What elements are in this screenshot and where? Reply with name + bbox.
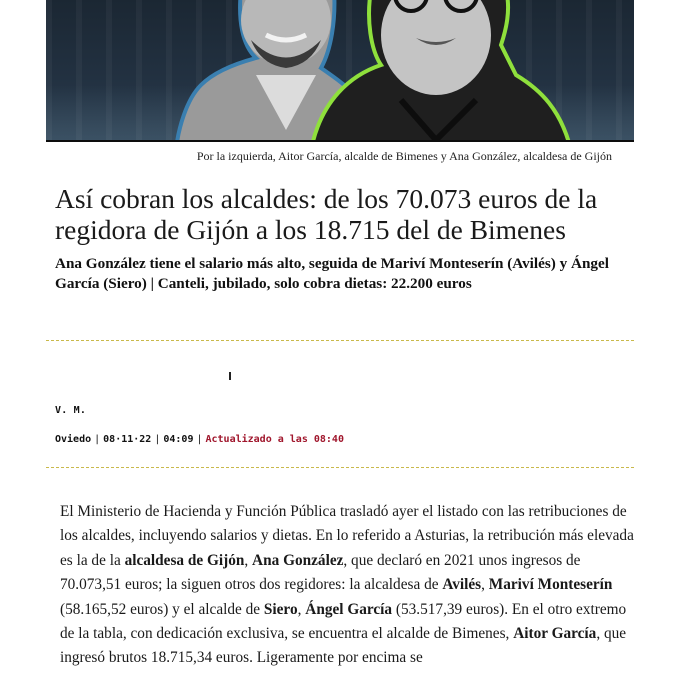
article-headline: Así cobran los alcaldes: de los 70.073 euros de la regidora de Gijón a los 18.715 del de Bimenes — [55, 183, 598, 245]
body-bold-aviles: Avilés — [442, 576, 482, 594]
article-subheadline: Ana González tiene el salario más alto, seguida de Mariví Monteserín (Avilés) y Ángel García (Siero) | Canteli, jubilado, solo cobra dietas: 22.200 euros — [55, 255, 609, 292]
author-byline: V. M. — [55, 405, 87, 416]
divider-bottom — [46, 467, 634, 468]
dateline-location: Oviedo — [55, 434, 92, 445]
photo-bottom-edge — [46, 140, 634, 142]
body-text-segment: , que ingresó brutos 18.715,34 euros. Ligeramente por encima se — [60, 625, 627, 667]
dateline — [55, 434, 344, 445]
body-bold-gijon: alcaldesa de Gijón — [124, 551, 245, 569]
body-text-segment: , — [481, 576, 489, 594]
body-bold-ana-gonzalez: Ana González — [252, 551, 344, 569]
body-text-segment: , — [297, 600, 306, 618]
divider-top — [46, 340, 634, 341]
body-bold-marivi-monteserin: Mariví Monteserín — [488, 576, 613, 594]
person-right-silhouette — [311, 0, 571, 142]
body-bold-angel-garcia: Ángel García — [305, 600, 393, 618]
dateline-date: 08·11·22 — [103, 434, 152, 445]
body-text-segment: , — [244, 551, 253, 569]
dateline-separator: | — [94, 434, 101, 445]
dateline-time: 04:09 — [163, 434, 194, 445]
dateline-separator: | — [154, 434, 161, 445]
body-bold-siero: Siero — [263, 600, 298, 618]
body-text-segment: (53.517,39 euros). En el otro extremo de la tabla, con dedicación exclusiva, se encuentra el alcalde de Bimenes, — [60, 600, 627, 643]
article-photo — [46, 0, 634, 142]
article-body-paragraph — [60, 500, 640, 671]
photo-caption: Por la izquierda, Aitor García, alcalde de Bimenes y Ana González, alcaldesa de Gijón — [196, 149, 612, 163]
body-bold-aitor-garcia: Aitor García — [513, 625, 597, 643]
dateline-separator: | — [196, 434, 203, 445]
body-text-segment: , que declaró en 2021 unos ingresos de 70.073,51 euros; la siguen otros dos regidores: la alcaldesa de — [60, 551, 581, 594]
body-text-segment: El Ministerio de Hacienda y Función Pública trasladó ayer el listado con las retribuciones de los alcaldes, incluyendo salarios y dietas. En lo referido a Asturias, la retribución más elevada es la de la — [60, 503, 634, 569]
dateline-updated: Actualizado a las 08:40 — [205, 434, 344, 445]
text-cursor-mark — [229, 372, 231, 380]
body-text-segment: (58.165,52 euros) y el alcalde de — [60, 600, 264, 618]
